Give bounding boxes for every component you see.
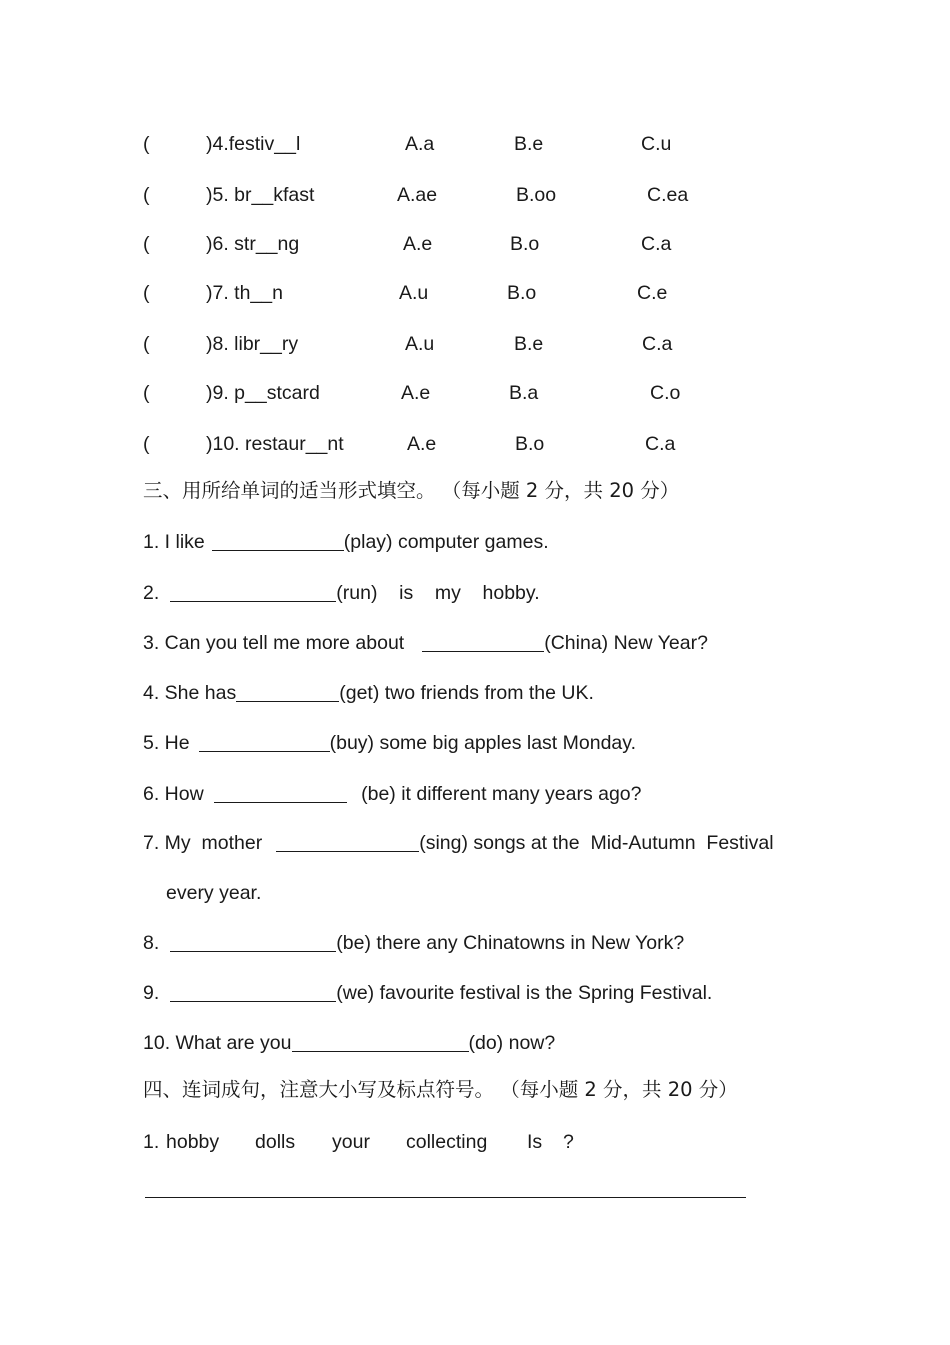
- fill-item-3: [143, 629, 708, 657]
- mc-question: )8. libr__ry: [206, 333, 299, 355]
- answer-paren: (: [143, 184, 150, 206]
- answer-paren: (: [143, 282, 150, 304]
- answer-paren: (: [143, 233, 150, 255]
- mc-question: )9. p__stcard: [206, 382, 320, 404]
- option-c: C.ea: [647, 184, 689, 206]
- mc-question: )5. br__kfast: [206, 184, 315, 206]
- answer-blank[interactable]: [236, 679, 339, 707]
- item-suffix: (be) there any Chinatowns in New York?: [336, 932, 685, 954]
- item-prefix: 5. He: [143, 732, 190, 754]
- option-c: C.a: [641, 233, 672, 255]
- item-prefix: 1. I like: [143, 531, 205, 553]
- option-a: A.u: [405, 333, 435, 355]
- answer-blank[interactable]: [199, 729, 330, 757]
- answer-blank[interactable]: [422, 629, 544, 657]
- mc-row-6: [0, 230, 950, 258]
- mc-row-9: [0, 379, 950, 407]
- item-suffix: (run) is my hobby.: [336, 582, 540, 604]
- fill-item-8: [143, 929, 684, 957]
- option-a: A.ae: [397, 184, 438, 206]
- item-suffix: (China) New Year?: [544, 632, 708, 654]
- word-chip: ?: [563, 1131, 574, 1153]
- answer-blank[interactable]: [276, 829, 419, 857]
- option-b: B.o: [507, 282, 537, 304]
- fill-item-10: [143, 1029, 555, 1057]
- answer-blank[interactable]: [170, 929, 336, 957]
- item-prefix: 10. What are you: [143, 1032, 292, 1054]
- item-prefix: 9.: [143, 982, 160, 1004]
- item-suffix: (play) computer games.: [343, 531, 549, 553]
- option-b: B.o: [515, 433, 545, 455]
- word-chip: your: [332, 1131, 370, 1153]
- answer-blank[interactable]: [170, 579, 336, 607]
- answer-paren: (: [143, 333, 150, 355]
- fill-item-4: [143, 679, 594, 707]
- item-suffix: (we) favourite festival is the Spring Festival.: [336, 982, 713, 1004]
- option-c: C.a: [642, 333, 673, 355]
- item-prefix: 6. How: [143, 783, 204, 805]
- mc-row-5: [0, 181, 950, 209]
- mc-question: )10. restaur__nt: [206, 433, 344, 455]
- section-4-heading: 四、连词成句，注意大小写及标点符号。 （每小题 2 分，共 20 分）: [143, 1078, 738, 1101]
- mc-question: )4.festiv__l: [206, 133, 301, 155]
- fill-item-6: [143, 780, 642, 808]
- option-a: A.u: [399, 282, 429, 304]
- answer-blank[interactable]: [214, 780, 347, 808]
- item-prefix: 7. My mother: [143, 832, 263, 854]
- item-prefix: 2.: [143, 582, 160, 604]
- option-a: A.e: [407, 433, 437, 455]
- option-a: A.e: [401, 382, 431, 404]
- answer-blank[interactable]: [212, 528, 344, 556]
- answer-blank[interactable]: [292, 1029, 469, 1057]
- item-suffix: (buy) some big apples last Monday.: [329, 732, 636, 754]
- option-c: C.e: [637, 282, 668, 304]
- word-chip: collecting: [406, 1131, 488, 1153]
- answer-paren: (: [143, 433, 150, 455]
- option-a: A.e: [403, 233, 433, 255]
- reorder-item-1: [0, 1128, 950, 1156]
- option-a: A.a: [405, 133, 435, 155]
- mc-row-10: [0, 430, 950, 458]
- word-chip: dolls: [255, 1131, 296, 1153]
- item-suffix: (do) now?: [468, 1032, 556, 1054]
- option-b: B.o: [510, 233, 540, 255]
- item-prefix: 8.: [143, 932, 160, 954]
- option-b: B.oo: [516, 184, 557, 206]
- answer-paren: (: [143, 382, 150, 404]
- fill-item-9: [143, 979, 712, 1007]
- mc-row-4: [0, 130, 950, 158]
- item-suffix: (get) two friends from the UK.: [339, 682, 594, 704]
- mc-row-7: [0, 279, 950, 307]
- fill-item-7: [143, 829, 774, 857]
- fill-item-7-continued: every year.: [166, 882, 262, 904]
- fill-item-5: [143, 729, 636, 757]
- item-prefix: 4. She has: [143, 682, 237, 704]
- answer-blank[interactable]: [170, 979, 336, 1007]
- item-prefix: 3. Can you tell me more about: [143, 632, 405, 654]
- item-suffix: (be) it different many years ago?: [355, 783, 642, 805]
- answer-paren: (: [143, 133, 150, 155]
- mc-question: )7. th__n: [206, 282, 283, 304]
- section-3-heading: 三、用所给单词的适当形式填空。 （每小题 2 分，共 20 分）: [143, 479, 680, 502]
- fill-item-1: [143, 528, 549, 556]
- option-c: C.u: [641, 133, 672, 155]
- word-chip: Is: [527, 1131, 543, 1153]
- option-c: C.o: [650, 382, 681, 404]
- item-number: 1.: [143, 1131, 160, 1153]
- option-b: B.a: [509, 382, 539, 404]
- sentence-answer-line[interactable]: [145, 1197, 746, 1198]
- mc-row-8: [0, 330, 950, 358]
- word-chip: hobby: [166, 1131, 220, 1153]
- option-b: B.e: [514, 333, 544, 355]
- mc-question: )6. str__ng: [206, 233, 300, 255]
- option-c: C.a: [645, 433, 676, 455]
- fill-item-2: [143, 579, 540, 607]
- item-suffix: (sing) songs at the Mid-Autumn Festival: [419, 832, 774, 854]
- option-b: B.e: [514, 133, 544, 155]
